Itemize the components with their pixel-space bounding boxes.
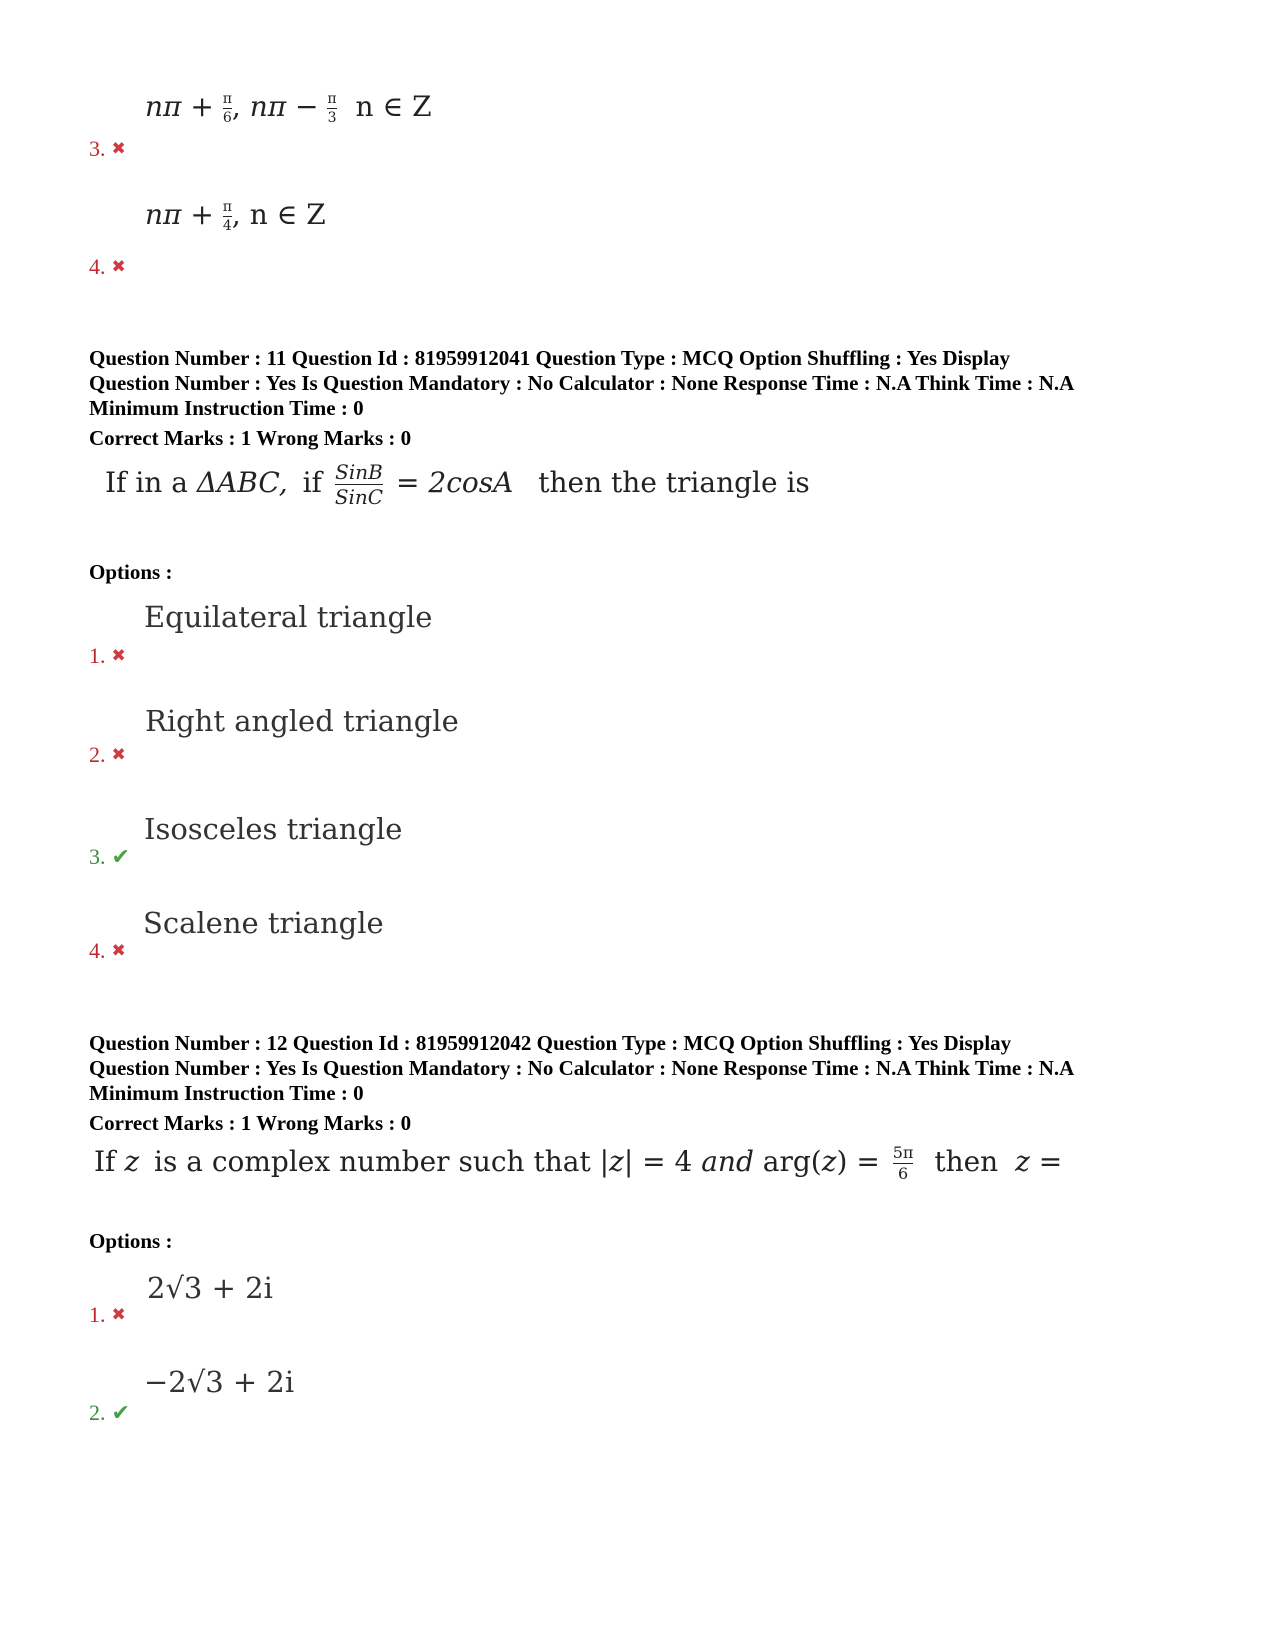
option-number: 4. ✖ <box>89 938 126 963</box>
option-text: Right angled triangle <box>145 704 459 738</box>
correct-mark-icon: ✔ <box>111 1400 130 1425</box>
option-number: 1. ✖ <box>89 643 126 668</box>
fraction: $\frac{\pi}{3}$ <box>327 91 337 126</box>
option-number: 3. ✔ <box>89 844 130 869</box>
option-text: −2√3 + 2i <box>144 1365 295 1399</box>
question-marks: Correct Marks : 1 Wrong Marks : 0 <box>89 426 412 450</box>
question-marks: Correct Marks : 1 Wrong Marks : 0 <box>89 1111 412 1135</box>
fraction: $\frac{\pi}{4}$ <box>222 199 232 234</box>
wrong-mark-icon: ✖ <box>111 139 126 158</box>
wrong-mark-icon: ✖ <box>111 941 126 960</box>
option-text: Equilateral triangle <box>144 600 433 634</box>
question-stem: If z is a complex number such that |z| = 4 and arg(z) = $\frac{5\pi}{6}$ then z = <box>94 1143 1063 1183</box>
option-formula: nπ + $\frac{\pi}{6}$ , nπ − $\frac{\pi}{3}$ n ∈ Z <box>145 90 432 126</box>
wrong-mark-icon: ✖ <box>111 1305 126 1324</box>
option-number: 2. ✖ <box>89 742 126 767</box>
wrong-mark-icon: ✖ <box>111 646 126 665</box>
fraction: $\frac{5\pi}{6}$ <box>892 1143 914 1183</box>
option-text: 2√3 + 2i <box>147 1271 273 1305</box>
option-text: Scalene triangle <box>143 906 384 940</box>
option-text: Isosceles triangle <box>144 812 403 846</box>
option-number: 3. ✖ <box>89 136 126 161</box>
correct-mark-icon: ✔ <box>111 844 130 869</box>
fraction: $\frac{\pi}{6}$ <box>222 91 232 126</box>
options-label: Options : <box>89 1229 173 1253</box>
question-stem: If in a ΔABC, if $\frac{\text{SinB}}{\text{SinC}}$ = 2cosA then the triangle is <box>105 460 810 509</box>
option-number: 4. ✖ <box>89 254 126 279</box>
question-meta: Question Number : 12 Question Id : 81959912042 Question Type : MCQ Option Shuffling : Yes Display Question Number : Yes Is Question Mandatory : No Calculator : None Response Time : N.A Think Time : N.A Minimum Instruction Time : 0 <box>89 1031 1075 1105</box>
option-number: 2. ✔ <box>89 1400 130 1425</box>
option-formula: nπ + $\frac{\pi}{4}$ , n ∈ Z <box>145 198 326 234</box>
option-number: 1. ✖ <box>89 1302 126 1327</box>
wrong-mark-icon: ✖ <box>111 257 126 276</box>
question-meta: Question Number : 11 Question Id : 81959912041 Question Type : MCQ Option Shuffling : Yes Display Question Number : Yes Is Question Mandatory : No Calculator : None Response Time : N.A Think Time : N.A Minimum Instruction Time : 0 <box>89 346 1075 420</box>
wrong-mark-icon: ✖ <box>111 745 126 764</box>
options-label: Options : <box>89 560 173 584</box>
fraction: $\frac{\text{SinB}}{\text{SinC}}$ <box>334 460 384 509</box>
